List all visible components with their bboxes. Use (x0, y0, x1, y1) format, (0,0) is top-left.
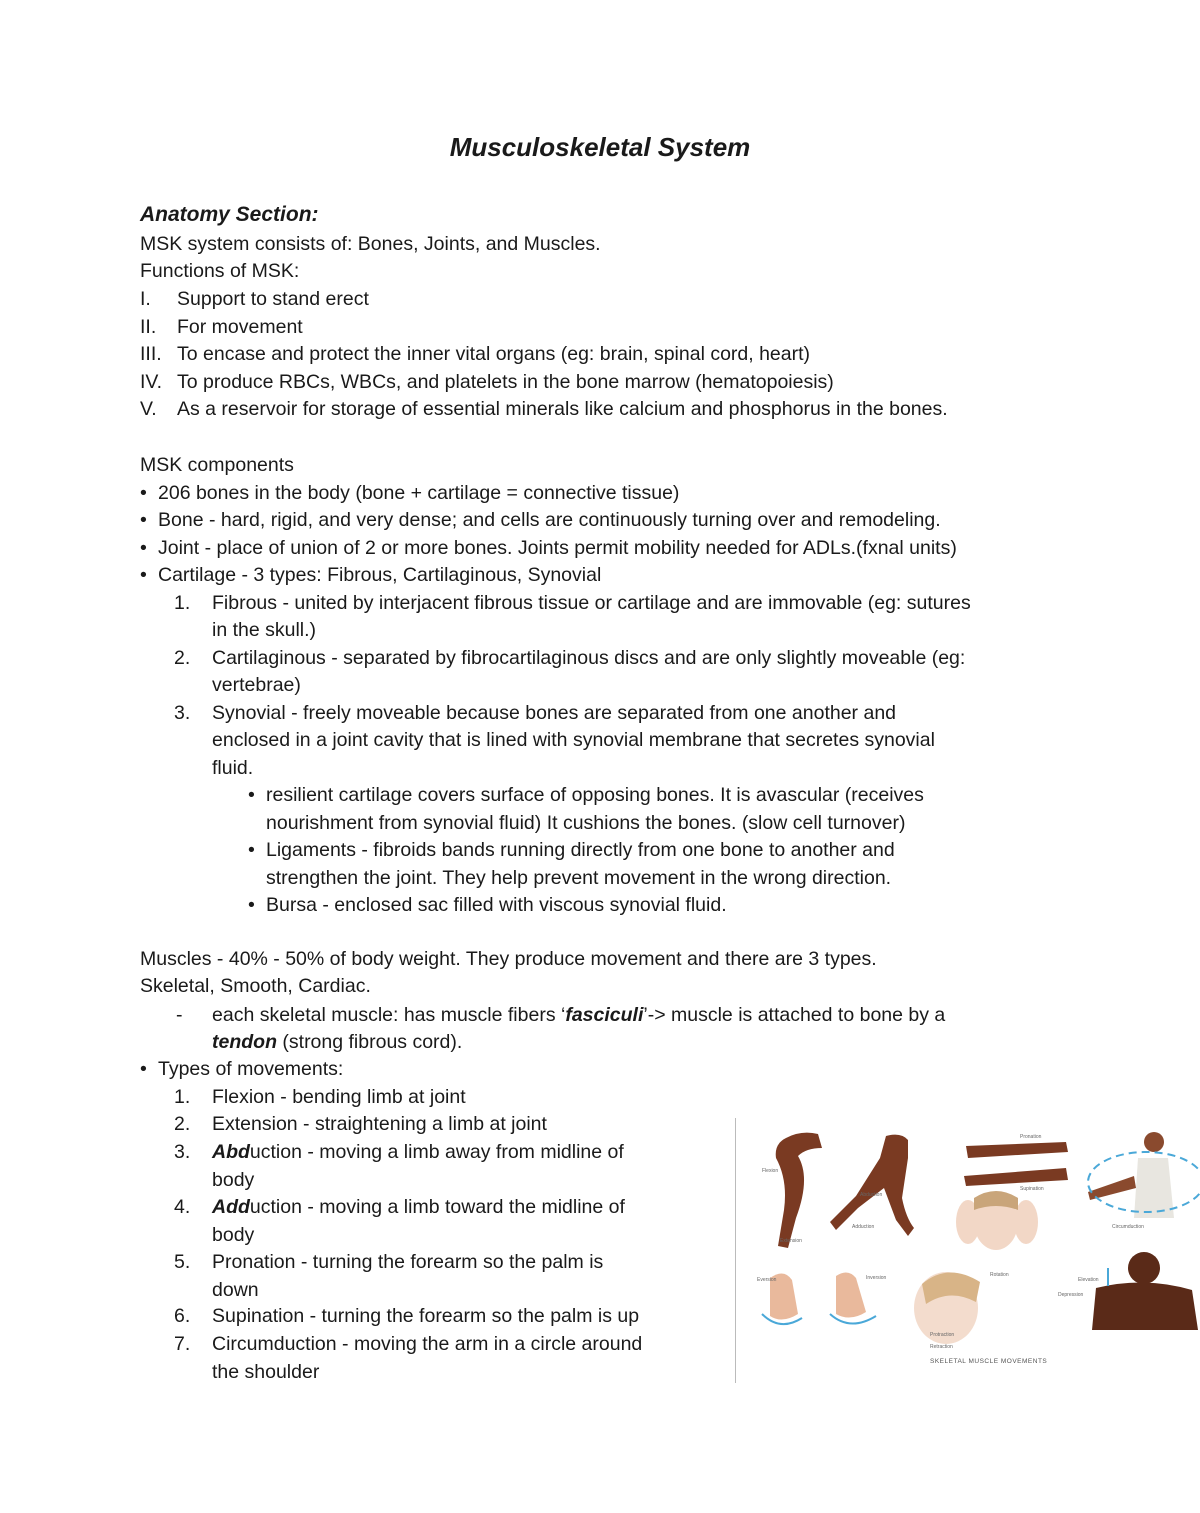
line-text: Extension - straightening a limb at joint (212, 1113, 547, 1135)
function-text: For movement (177, 316, 303, 338)
figure-caption: SKELETAL MUSCLE MOVEMENTS (930, 1358, 1048, 1365)
component-text: Cartilage - 3 types: Fibrous, Cartilaginous, Synovial (158, 564, 602, 586)
tendon-term: tendon (212, 1031, 277, 1053)
item-number: 2. (174, 647, 191, 669)
figure-label: Inversion (866, 1275, 887, 1281)
item-text-line (212, 1331, 642, 1359)
figure-label: Abduction (860, 1192, 883, 1198)
functions-heading: Functions of MSK: (140, 260, 300, 282)
flexion-arm-illustration (776, 1133, 822, 1248)
bold-prefix: Add (212, 1196, 250, 1218)
item-text-line: fluid. (212, 756, 254, 779)
movements-illustration (736, 1118, 1200, 1383)
item-number: 1. (174, 1086, 191, 1108)
item-text-line (212, 1194, 625, 1222)
figure-label: Circumduction (1112, 1224, 1144, 1230)
foot-eversion-inversion-illustration (762, 1272, 876, 1324)
bullet: • (248, 784, 255, 806)
fiber-line-1: each skeletal muscle: has muscle fibers ‘fasciculi’-> muscle is attached to bone by a (212, 1004, 946, 1026)
function-item (140, 396, 948, 424)
function-number: IV. (140, 371, 163, 393)
fiber-line-2: tendon (strong fibrous cord). (212, 1031, 463, 1053)
component-item (140, 480, 679, 508)
figure-label: Elevation (1078, 1277, 1099, 1283)
dash-marker: - (176, 1004, 183, 1026)
line-text: Circumduction - moving the arm in a circle around (212, 1333, 643, 1355)
function-number: III. (140, 343, 162, 365)
item-text-line (212, 1084, 466, 1112)
line-text: body (212, 1223, 255, 1246)
figure-label: Adduction (852, 1224, 875, 1230)
rotation-heads-illustration (956, 1191, 1038, 1250)
line-text: down (212, 1278, 259, 1301)
line-text: uction - moving a limb toward the midline of (249, 1196, 625, 1218)
item-text-line: Synovial - freely moveable because bones are separated from one another and (212, 702, 897, 724)
item-text-line: vertebrae) (212, 674, 301, 697)
circumduction-figure-illustration (1088, 1132, 1200, 1218)
function-number: I. (140, 288, 151, 310)
function-item (140, 369, 834, 397)
item-number: 7. (174, 1333, 191, 1355)
figure-label: Rotation (990, 1272, 1009, 1278)
figure-label: Protraction (930, 1332, 955, 1338)
item-text-line: strengthen the joint. They help prevent movement in the wrong direction. (266, 866, 892, 889)
section-heading: Anatomy Section: (140, 203, 319, 226)
item-number: 4. (174, 1196, 191, 1218)
line-text: Flexion - bending limb at joint (212, 1086, 466, 1108)
item-number: 3. (174, 1141, 191, 1163)
component-item (140, 535, 957, 563)
intro-text: MSK system consists of: Bones, Joints, and Muscles. (140, 233, 601, 255)
item-number: 3. (174, 702, 191, 724)
item-number: 5. (174, 1251, 191, 1273)
item-number: 2. (174, 1113, 191, 1135)
item-text-line (212, 1167, 254, 1195)
component-item (140, 562, 601, 590)
fasciculi-term: fasciculi (565, 1004, 644, 1026)
figure-label: Pronation (1020, 1134, 1042, 1140)
bullet: • (140, 537, 147, 559)
item-text-line: Bursa - enclosed sac filled with viscous synovial fluid. (266, 894, 727, 916)
pronation-forearms-illustration (964, 1142, 1068, 1186)
item-text-line: Cartilaginous - separated by fibrocartilaginous discs and are only slightly moveable (eg: (212, 647, 966, 669)
function-number: II. (140, 316, 157, 338)
function-text: To produce RBCs, WBCs, and platelets in the bone marrow (hematopoiesis) (177, 371, 834, 393)
item-number: 6. (174, 1305, 191, 1327)
item-text-line: resilient cartilage covers surface of opposing bones. It is avascular (receives (266, 784, 924, 806)
function-text: As a reservoir for storage of essential minerals like calcium and phosphorus in the bones. (177, 398, 948, 420)
page-title: Musculoskeletal System (449, 132, 751, 162)
item-text-line (212, 1139, 624, 1167)
bullet: • (248, 894, 255, 916)
item-text-line (212, 1359, 319, 1387)
skeletal-movements-figure (735, 1118, 1200, 1383)
bullet: • (140, 564, 147, 586)
function-text: To encase and protect the inner vital organs (eg: brain, spinal cord, heart) (177, 343, 811, 365)
line-text: Pronation - turning the forearm so the palm is (212, 1251, 604, 1273)
bold-prefix: Abd (212, 1141, 250, 1163)
function-number: V. (140, 398, 157, 420)
figure-label: Extension (780, 1238, 802, 1244)
bullet: • (140, 482, 147, 504)
component-text: 206 bones in the body (bone + cartilage = connective tissue) (158, 482, 680, 504)
item-text-line (212, 1303, 639, 1331)
figure-label: Eversion (757, 1277, 777, 1283)
item-text-line (212, 1249, 603, 1277)
component-text: Bone - hard, rigid, and very dense; and cells are continuously turning over and remodeling. (158, 509, 941, 531)
function-item (140, 286, 369, 314)
muscle-types-text: Skeletal, Smooth, Cardiac. (140, 975, 371, 997)
function-item (140, 341, 810, 369)
muscles-text: Muscles - 40% - 50% of body weight. They produce movement and there are 3 types. (140, 948, 877, 970)
function-text: Support to stand erect (177, 288, 369, 310)
item-text-line: in the skull.) (212, 619, 317, 642)
elevation-shoulders-illustration (1092, 1252, 1198, 1330)
figure-label: Depression (1058, 1292, 1084, 1298)
item-text-line: enclosed in a joint cavity that is lined with synovial membrane that secretes synovial (212, 729, 935, 752)
line-text: the shoulder (212, 1360, 320, 1383)
function-item (140, 314, 303, 342)
item-text-line (212, 1222, 254, 1250)
figure-label: Retraction (930, 1344, 953, 1350)
bullet: • (140, 509, 147, 531)
item-text-line (212, 1111, 547, 1139)
item-text-line: nourishment from synovial fluid) It cushions the bones. (slow cell turnover) (266, 811, 906, 834)
item-number: 1. (174, 592, 191, 614)
components-heading: MSK components (140, 454, 294, 476)
line-text: uction - moving a limb away from midline of (249, 1141, 624, 1163)
figure-label: Flexion (762, 1168, 779, 1174)
movements-heading: • Types of movements: (140, 1058, 344, 1080)
abduction-arm-illustration (830, 1135, 914, 1236)
item-text-line (212, 1277, 259, 1305)
line-text: Supination - turning the forearm so the palm is up (212, 1305, 640, 1327)
bullet: • (248, 839, 255, 861)
figure-label: Supination (1020, 1186, 1044, 1192)
line-text: body (212, 1168, 255, 1191)
component-text: Joint - place of union of 2 or more bones. Joints permit mobility needed for ADLs.(fxnal units) (158, 537, 957, 559)
item-text-line: Fibrous - united by interjacent fibrous tissue or cartilage and are immovable (eg: sutures (212, 592, 971, 614)
item-text-line: Ligaments - fibroids bands running directly from one bone to another and (266, 839, 895, 861)
component-item (140, 507, 941, 535)
